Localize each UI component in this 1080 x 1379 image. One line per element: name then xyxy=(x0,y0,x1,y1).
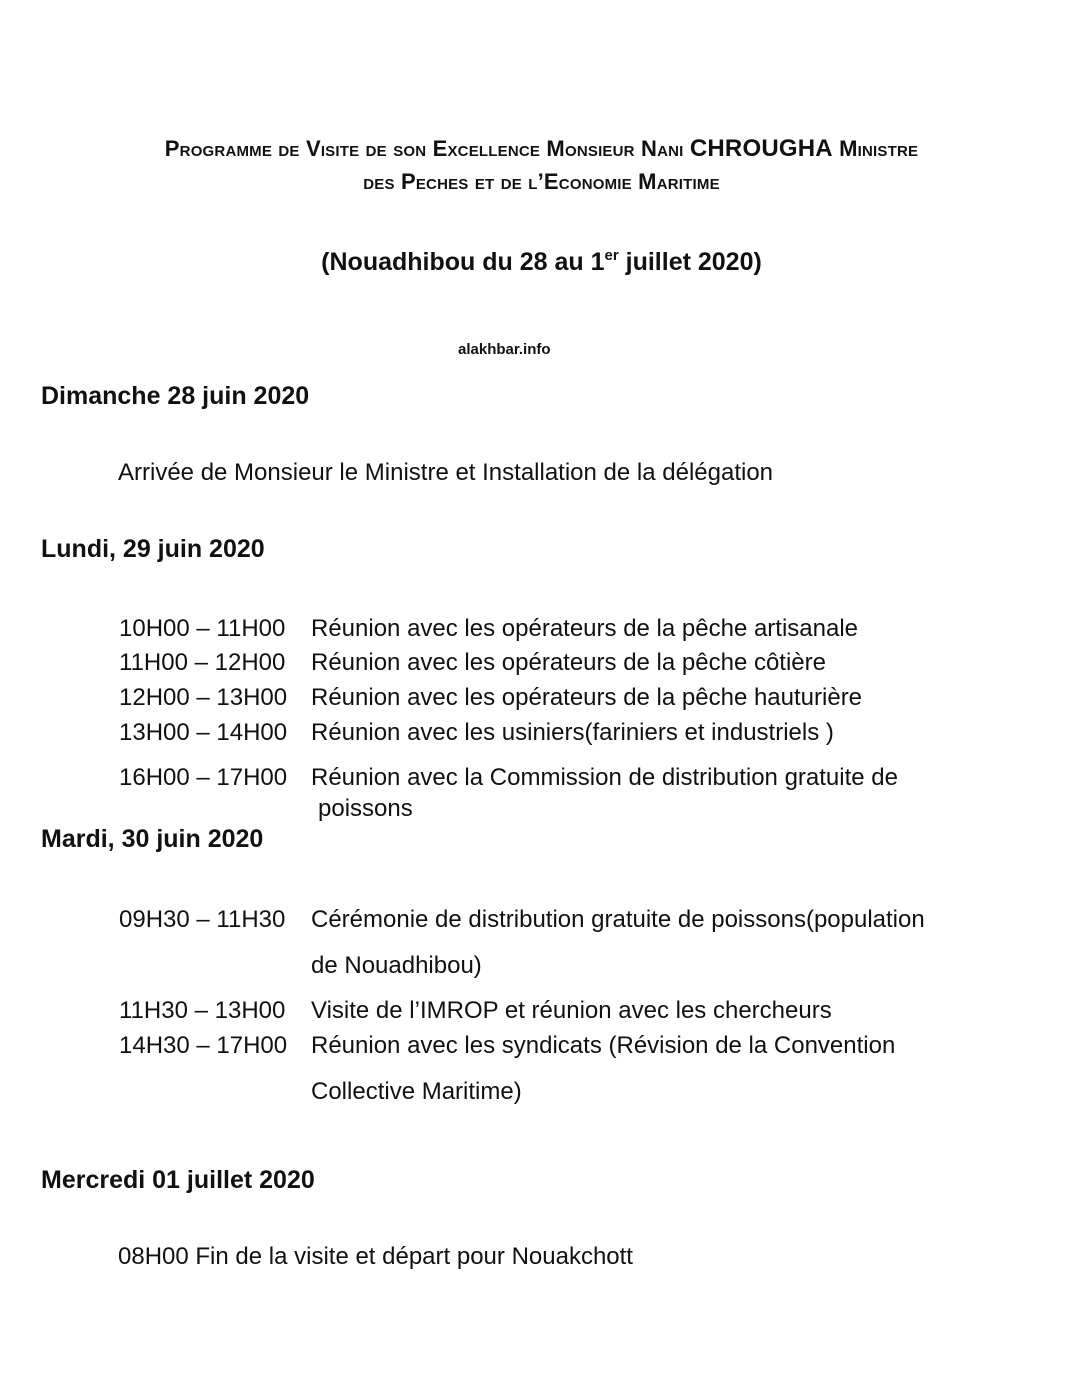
schedule-time: 13H00 – 14H00 xyxy=(119,719,288,746)
document-subtitle xyxy=(40,244,1043,280)
subtitle-close-paren: ) xyxy=(753,248,762,276)
schedule-description: Réunion avec les usiniers(fariniers et industriels ) xyxy=(311,719,834,746)
schedule-description: Réunion avec les opérateurs de la pêche artisanale xyxy=(311,615,859,642)
schedule-description: Visite de l’IMROP et réunion avec les chercheurs xyxy=(311,997,832,1024)
schedule-description: Réunion avec la Commission de distribution gratuite de xyxy=(311,764,898,791)
schedule-time: 09H30 – 11H30 xyxy=(119,906,286,933)
day-heading-dimanche: Dimanche 28 juin 2020 xyxy=(41,382,310,410)
schedule-time: 14H30 – 17H00 xyxy=(119,1032,288,1059)
subtitle-main: Nouadhibou du 28 au 1 xyxy=(329,248,605,276)
schedule-description-continued: Collective Maritime) xyxy=(311,1078,522,1105)
subtitle-sup: er xyxy=(604,247,619,264)
schedule-description: Réunion avec les opérateurs de la pêche hauturière xyxy=(311,684,863,711)
schedule-description: Cérémonie de distribution gratuite de poissons(population xyxy=(311,906,925,933)
day-heading-mercredi: Mercredi 01 juillet 2020 xyxy=(41,1166,315,1194)
title-part-name: CHROUGHA xyxy=(689,135,833,162)
title-part-a: Programme de Visite de son Excellence Monsieur Nani xyxy=(164,136,690,161)
schedule-time: 10H00 – 11H00 xyxy=(119,615,286,642)
schedule-description-continued: de Nouadhibou) xyxy=(311,952,482,979)
subtitle-rest: juillet 2020 xyxy=(618,248,754,276)
schedule-time: 16H00 – 17H00 xyxy=(119,764,288,791)
document-title-line-2: des Peches et de l’Economie Maritime xyxy=(363,169,720,194)
schedule-time: 11H30 – 13H00 xyxy=(119,997,286,1024)
schedule-description-continued: poissons xyxy=(318,795,413,822)
schedule-item: Arrivée de Monsieur le Ministre et Installation de la délégation xyxy=(118,459,774,486)
document-title-line-1 xyxy=(40,132,1043,165)
day-heading-lundi: Lundi, 29 juin 2020 xyxy=(41,535,265,563)
title-part-c: Ministre xyxy=(832,136,919,161)
source-watermark: alakhbar.info xyxy=(458,341,551,358)
schedule-description: Réunion avec les opérateurs de la pêche côtière xyxy=(311,649,826,676)
schedule-time: 11H00 – 12H00 xyxy=(119,649,286,676)
schedule-time: 12H00 – 13H00 xyxy=(119,684,288,711)
schedule-description: Réunion avec les syndicats (Révision de la Convention xyxy=(311,1032,896,1059)
schedule-item: 08H00 Fin de la visite et départ pour Nouakchott xyxy=(118,1243,633,1270)
subtitle-open-paren: ( xyxy=(321,248,330,276)
day-heading-mardi: Mardi, 30 juin 2020 xyxy=(41,825,264,853)
